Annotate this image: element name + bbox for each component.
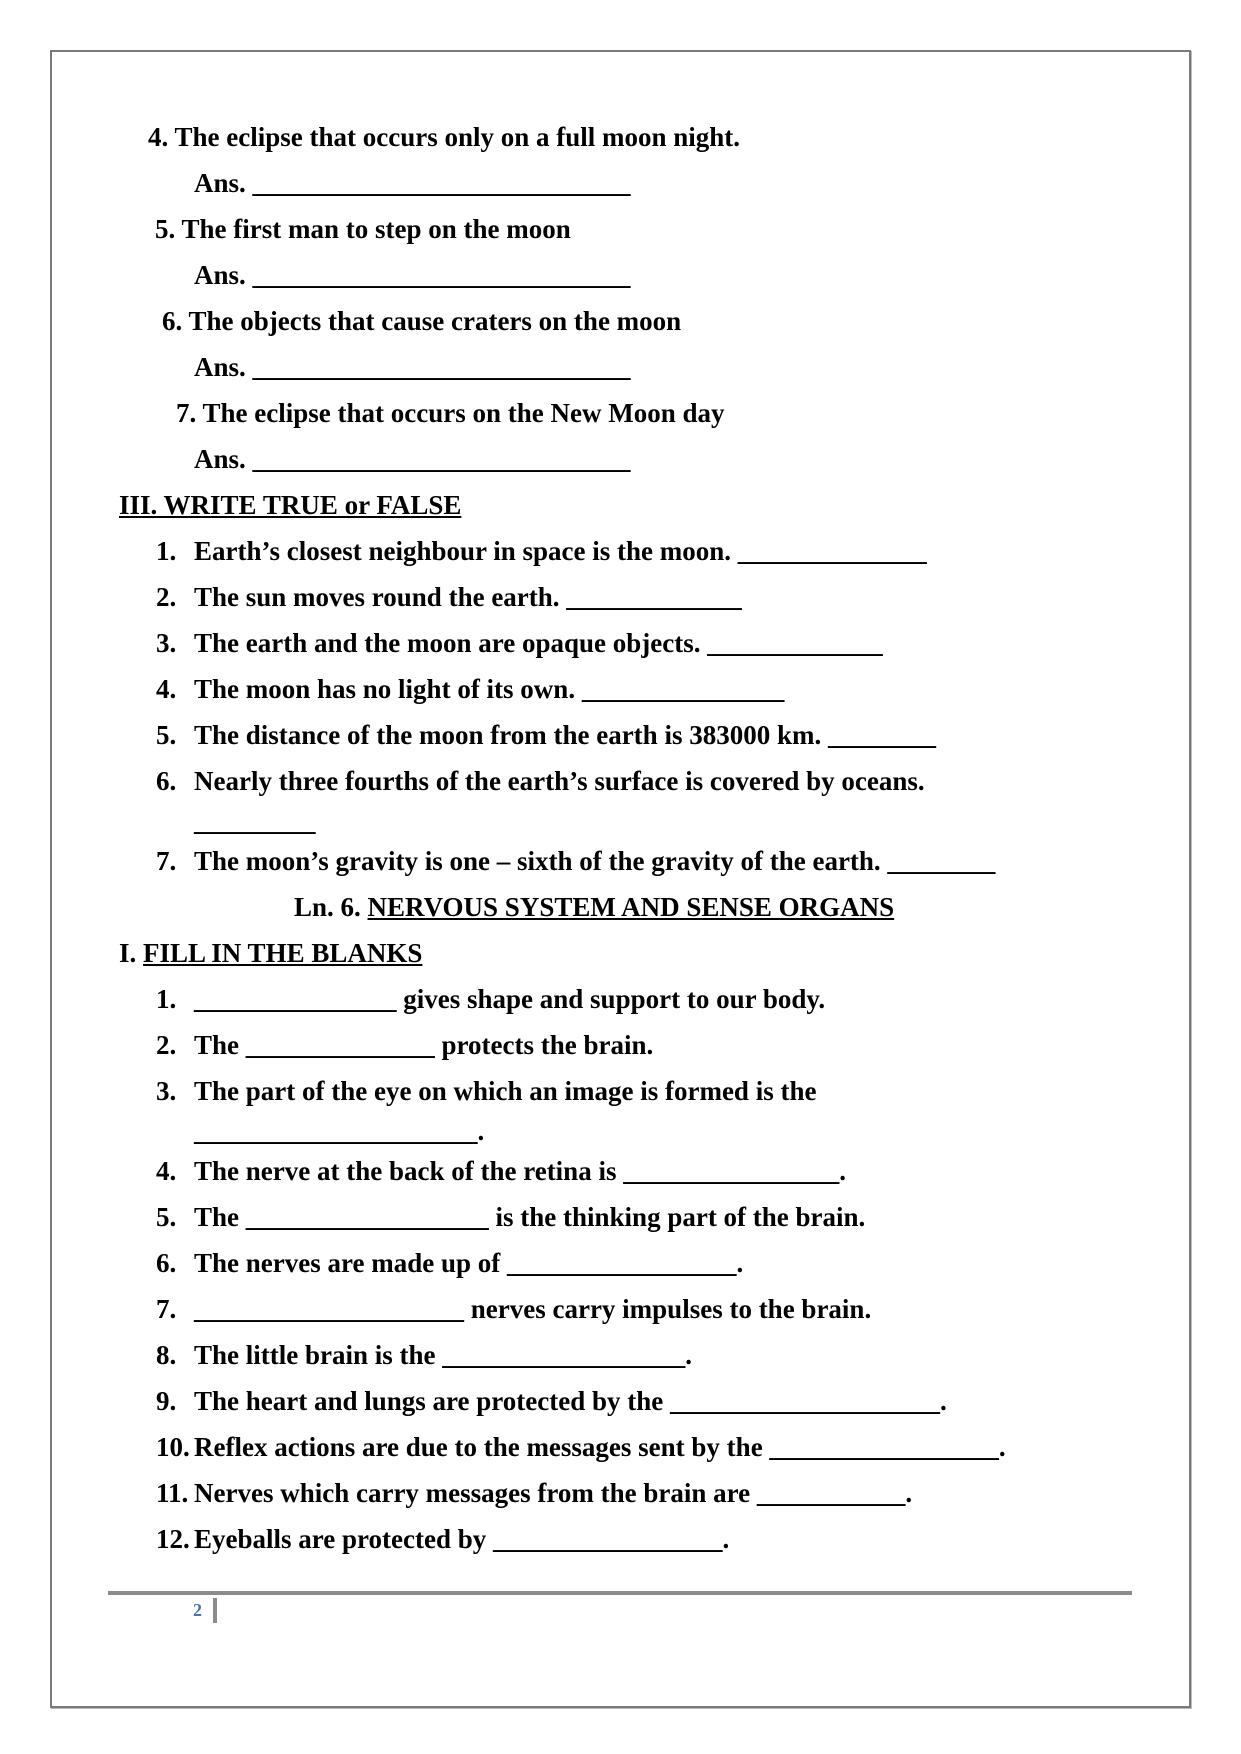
fb-item-continuation: _____________________. [194, 1116, 485, 1146]
fb-number: 6. [156, 1248, 177, 1278]
answer-line-5: Ans. ____________________________ [194, 260, 631, 290]
tf-number: 3. [156, 628, 177, 658]
footer-rule [108, 1591, 1132, 1595]
answer-line-4: Ans. ____________________________ [194, 168, 631, 198]
fb-number: 12. [156, 1524, 190, 1554]
tf-item: Earth’s closest neighbour in space is the moon. ______________ [194, 536, 927, 566]
lesson-prefix: Ln. 6. [294, 892, 368, 922]
fb-item: Nerves which carry messages from the brain are ___________. [194, 1478, 913, 1508]
fb-item: _______________ gives shape and support to our body. [194, 984, 826, 1014]
fb-number: 2. [156, 1030, 177, 1060]
fb-number: 3. [156, 1076, 177, 1106]
fb-item: The little brain is the __________________. [194, 1340, 692, 1370]
tf-item: The earth and the moon are opaque objects. _____________ [194, 628, 883, 658]
tf-number: 5. [156, 720, 177, 750]
question-6: 6. The objects that cause craters on the moon [162, 306, 682, 336]
lesson-title: NERVOUS SYSTEM AND SENSE ORGANS [367, 892, 895, 922]
tf-number: 2. [156, 582, 177, 612]
fill-blanks-title: FILL IN THE BLANKS [143, 938, 423, 968]
true-false-heading: III. WRITE TRUE or FALSE [119, 490, 462, 520]
tf-item: The sun moves round the earth. _____________ [194, 582, 742, 612]
tf-item: The moon has no light of its own. _______________ [194, 674, 785, 704]
page-number: 2 [193, 1600, 202, 1620]
answer-line-6: Ans. ____________________________ [194, 352, 631, 382]
tf-item: The moon’s gravity is one – sixth of the gravity of the earth. ________ [194, 846, 996, 876]
fb-item: Reflex actions are due to the messages sent by the _________________. [194, 1432, 1006, 1462]
fb-item: The ______________ protects the brain. [194, 1030, 654, 1060]
question-4: 4. The eclipse that occurs only on a full moon night. [148, 122, 741, 152]
fill-blanks-roman: I. [119, 938, 144, 968]
fb-number: 7. [156, 1294, 177, 1324]
tf-number: 4. [156, 674, 177, 704]
question-5: 5. The first man to step on the moon [155, 214, 571, 244]
fb-number: 11. [156, 1478, 189, 1508]
tf-number: 1. [156, 536, 177, 566]
fb-item: The nerve at the back of the retina is ________________. [194, 1156, 846, 1186]
fill-blanks-heading [119, 936, 422, 970]
tf-item: The distance of the moon from the earth is 383000 km. ________ [194, 720, 936, 750]
fb-number: 4. [156, 1156, 177, 1186]
lesson-heading [294, 890, 894, 924]
fb-item: ____________________ nerves carry impulses to the brain. [194, 1294, 872, 1324]
fb-item: The nerves are made up of _________________. [194, 1248, 744, 1278]
fb-number: 9. [156, 1386, 177, 1416]
fb-item: The __________________ is the thinking part of the brain. [194, 1202, 866, 1232]
question-7: 7. The eclipse that occurs on the New Moon day [176, 398, 725, 428]
fb-item: The part of the eye on which an image is formed is the [194, 1076, 817, 1106]
answer-line-7: Ans. ____________________________ [194, 444, 631, 474]
tf-number: 7. [156, 846, 177, 876]
page-number-bar [213, 1598, 217, 1623]
tf-number: 6. [156, 766, 177, 796]
fb-number: 10. [156, 1432, 190, 1462]
tf-item: Nearly three fourths of the earth’s surface is covered by oceans. [194, 766, 925, 796]
fb-number: 5. [156, 1202, 177, 1232]
tf-item-continuation: _________ [194, 806, 316, 836]
fb-item: The heart and lungs are protected by the ____________________. [194, 1386, 947, 1416]
fb-item: Eyeballs are protected by _________________. [194, 1524, 730, 1554]
fb-number: 1. [156, 984, 177, 1014]
fb-number: 8. [156, 1340, 177, 1370]
